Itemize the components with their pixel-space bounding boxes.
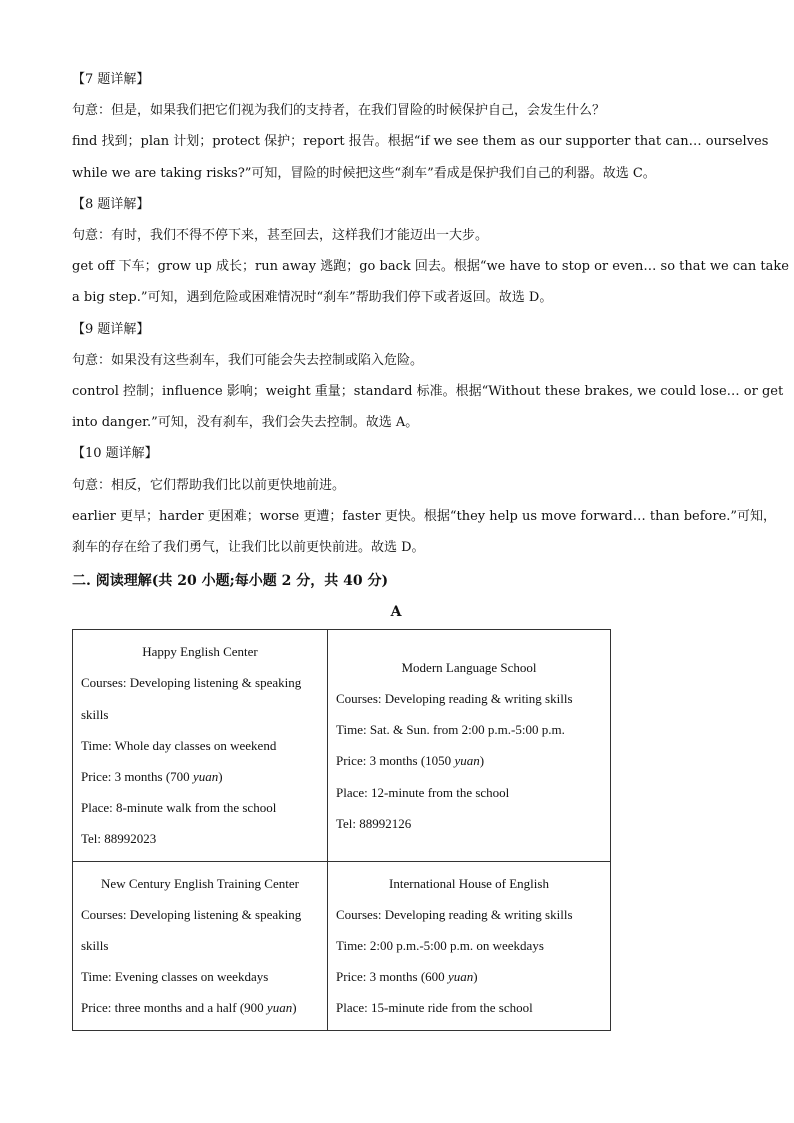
ad-cell-modern-language: [328, 630, 611, 861]
ad-line: Courses: Developing listening & speaking: [81, 906, 302, 922]
explanation-heading: 【10 题详解】: [72, 446, 158, 462]
ad-line: Price: 3 months (700 yuan): [81, 769, 223, 785]
explanation-heading: 【8 题详解】: [72, 196, 150, 212]
explanation-line: find 找到；plan 计划；protect 保护；report 报告。根据“if we see them as our supporter that can… ourselves: [72, 134, 769, 150]
explanation-9: [72, 314, 784, 439]
explanation-10: [72, 438, 777, 563]
explanation-8: [72, 189, 789, 314]
ad-line: Price: 3 months (600 yuan): [336, 969, 478, 985]
ad-line: Tel: 88992023: [81, 831, 157, 847]
document-page: [72, 64, 789, 1031]
ad-line: Time: Sat. & Sun. from 2:00 p.m.-5:00 p.m.: [336, 722, 565, 738]
ad-line: Place: 8-minute walk from the school: [81, 800, 277, 816]
explanation-line: 句意：相反，它们帮助我们比以前更快地前进。: [72, 477, 346, 493]
section-title: 二. 阅读理解(共 20 小题;每小题 2 分，共 40 分): [72, 573, 389, 590]
ads-row: [73, 630, 611, 861]
explanation-heading: 【9 题详解】: [72, 321, 150, 337]
ad-line: Place: 15-minute ride from the school: [336, 1000, 533, 1016]
explanation-line: 句意：但是，如果我们把它们视为我们的支持者，在我们冒险的时候保护自己，会发生什么？: [72, 103, 606, 119]
ad-line: Place: 12-minute from the school: [336, 784, 510, 800]
explanation-line: 句意：如果没有这些刹车，我们可能会失去控制或陷入危险。: [72, 352, 424, 368]
ad-line: Time: Evening classes on weekdays: [81, 969, 269, 985]
ad-cell-international-house: [328, 861, 611, 1030]
explanation-line: into danger.”可知，没有刹车，我们会失去控制。故选 A。: [72, 415, 419, 431]
ad-line: Price: three months and a half (900 yuan): [81, 1000, 297, 1016]
passage-letter: A: [390, 604, 402, 621]
ad-name: International House of English: [389, 875, 549, 891]
explanation-heading: 【7 题详解】: [72, 72, 150, 87]
explanation-line: earlier 更早；harder 更困难；worse 更遭；faster 更快。根据“they help us move forward… than before.”可知，: [72, 508, 777, 524]
ads-table: [72, 629, 611, 1030]
ad-cell-happy-english: [73, 630, 328, 861]
ad-name: Happy English Center: [142, 644, 258, 660]
explanation-7: [72, 64, 769, 189]
ad-line: Tel: 88992126: [336, 815, 412, 831]
ad-name: Modern Language School: [401, 659, 537, 675]
ad-line: Time: Whole day classes on weekend: [81, 737, 277, 753]
ad-line: Courses: Developing reading & writing skills: [336, 906, 573, 922]
ad-name: New Century English Training Center: [101, 875, 299, 891]
ad-line: Courses: Developing listening & speaking: [81, 675, 302, 691]
explanation-line: 刹车的存在给了我们勇气，让我们比以前更快前进。故选 D。: [72, 540, 425, 556]
explanation-line: while we are taking risks?”可知，冒险的时候把这些“刹车”看成是保护我们自己的利器。故选 C。: [72, 165, 656, 181]
ad-line: Time: 2:00 p.m.-5:00 p.m. on weekdays: [336, 938, 544, 954]
explanation-line: get off 下车；grow up 成长；run away 逃跑；go back 回去。根据“we have to stop or even… so that we can take: [72, 259, 789, 275]
ad-line: Courses: Developing reading & writing skills: [336, 691, 573, 707]
ad-line: skills: [81, 938, 109, 954]
explanation-line: control 控制；influence 影响；weight 重量；standard 标准。根据“Without these brakes, we could lose… or get: [72, 384, 784, 400]
ad-cell-new-century: [73, 861, 328, 1030]
explanation-line: 句意：有时，我们不得不停下来，甚至回去，这样我们才能迈出一大步。: [72, 228, 489, 244]
ad-line: skills: [81, 706, 109, 722]
ads-row: [73, 861, 611, 1030]
ad-line: Price: 3 months (1050 yuan): [336, 753, 485, 769]
explanation-line: a big step.”可知，遇到危险或困难情况时“刹车”帮助我们停下或者返回。故选 D。: [72, 290, 553, 306]
